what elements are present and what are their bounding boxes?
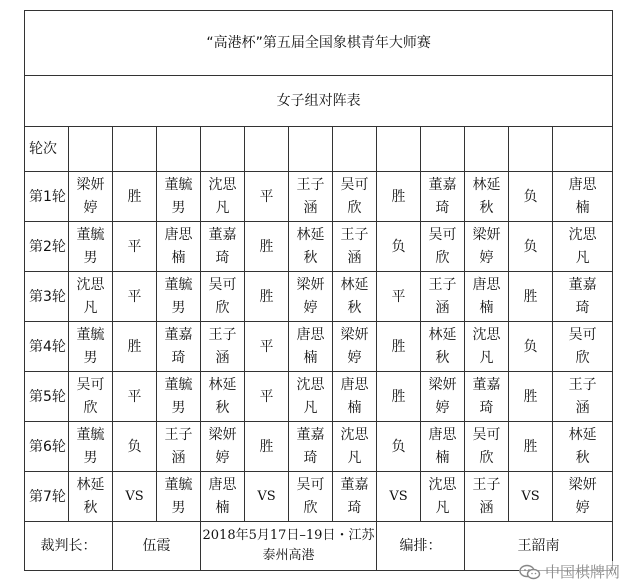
player-cell: [201, 422, 245, 472]
player-name: 吴可欣: [568, 326, 597, 366]
watermark-text: 中国棋牌网: [544, 563, 620, 581]
player-name: 唐思楠: [472, 276, 501, 316]
round-row: [25, 272, 613, 322]
round-row: [25, 322, 613, 372]
header-cell: [201, 127, 245, 172]
player-name: 林延秋: [208, 376, 237, 416]
header-cell: [421, 127, 465, 172]
player-cell: [157, 472, 201, 522]
player-cell: [465, 372, 509, 422]
player-name: 梁妍婷: [296, 276, 325, 316]
result-cell: 胜: [245, 222, 289, 272]
result-cell: 平: [245, 372, 289, 422]
player-cell: [289, 322, 333, 372]
player-cell: [333, 272, 377, 322]
result-cell: 胜: [245, 272, 289, 322]
player-cell: [465, 422, 509, 472]
player-name: 吴可欣: [208, 276, 237, 316]
player-name: 王子涵: [208, 326, 237, 366]
player-cell: [201, 322, 245, 372]
player-cell: [69, 422, 113, 472]
player-name: 唐思楠: [568, 176, 597, 216]
player-cell: [201, 272, 245, 322]
player-cell: [421, 272, 465, 322]
player-cell: [157, 372, 201, 422]
result-cell: 胜: [509, 422, 553, 472]
player-cell: [289, 472, 333, 522]
player-cell: [289, 222, 333, 272]
result-cell: 平: [377, 272, 421, 322]
player-name: 梁妍婷: [472, 226, 501, 266]
player-cell: [421, 222, 465, 272]
round-label: 第6轮: [25, 422, 69, 472]
player-name: 林延秋: [296, 226, 325, 266]
result-cell: 负: [509, 222, 553, 272]
result-cell: 胜: [509, 372, 553, 422]
result-cell: 平: [245, 322, 289, 372]
table-subtitle: 女子组对阵表: [25, 76, 613, 127]
player-cell: [465, 272, 509, 322]
player-cell: [157, 222, 201, 272]
player-cell: [69, 322, 113, 372]
header-cell: [509, 127, 553, 172]
player-cell: [69, 172, 113, 222]
player-name: 梁妍婷: [76, 176, 105, 216]
player-cell: [553, 222, 613, 272]
round-row: [25, 422, 613, 472]
round-row: [25, 372, 613, 422]
player-name: 董嘉琦: [472, 376, 501, 416]
player-cell: [421, 472, 465, 522]
player-cell: [333, 322, 377, 372]
player-cell: [289, 172, 333, 222]
player-cell: [201, 172, 245, 222]
player-cell: [69, 272, 113, 322]
player-cell: [553, 272, 613, 322]
player-name: 吴可欣: [296, 476, 325, 516]
pairing-table: [24, 10, 613, 522]
header-cell: [245, 127, 289, 172]
round-row: [25, 172, 613, 222]
player-name: 王子涵: [568, 376, 597, 416]
player-name: 董嘉琦: [296, 426, 325, 466]
player-name: 沈思凡: [472, 326, 501, 366]
player-cell: [69, 222, 113, 272]
player-name: 唐思楠: [164, 226, 193, 266]
header-cell: [377, 127, 421, 172]
result-cell: 负: [377, 222, 421, 272]
player-cell: [421, 322, 465, 372]
player-cell: [69, 372, 113, 422]
result-cell: 胜: [113, 172, 157, 222]
round-label: 第5轮: [25, 372, 69, 422]
player-cell: [553, 472, 613, 522]
player-name: 王子涵: [164, 426, 193, 466]
player-cell: [553, 172, 613, 222]
player-cell: [289, 372, 333, 422]
player-name: 沈思凡: [208, 176, 237, 216]
result-cell: 负: [509, 322, 553, 372]
player-cell: [333, 222, 377, 272]
player-name: 董毓男: [164, 276, 193, 316]
player-cell: [289, 272, 333, 322]
player-cell: [201, 222, 245, 272]
player-name: 吴可欣: [428, 226, 457, 266]
player-name: 沈思凡: [428, 476, 457, 516]
header-cell: [113, 127, 157, 172]
header-cell: [333, 127, 377, 172]
result-cell: VS: [245, 472, 289, 522]
result-cell: 负: [113, 422, 157, 472]
player-cell: [465, 472, 509, 522]
header-cell: [465, 127, 509, 172]
round-label: 第3轮: [25, 272, 69, 322]
header-cell: [289, 127, 333, 172]
player-cell: [333, 172, 377, 222]
player-cell: [333, 472, 377, 522]
referee-label: 裁判长：: [25, 522, 113, 571]
player-cell: [201, 472, 245, 522]
header-cell: [69, 127, 113, 172]
player-cell: [333, 372, 377, 422]
referee-name: 伍霞: [113, 522, 201, 571]
player-cell: [157, 272, 201, 322]
round-label: 第2轮: [25, 222, 69, 272]
player-name: 吴可欣: [76, 376, 105, 416]
header-cell: [157, 127, 201, 172]
player-name: 沈思凡: [568, 226, 597, 266]
player-name: 林延秋: [472, 176, 501, 216]
player-name: 董毓男: [76, 426, 105, 466]
player-name: 董嘉琦: [568, 276, 597, 316]
round-row: [25, 472, 613, 522]
player-name: 林延秋: [340, 276, 369, 316]
arranger-label: 编排：: [377, 522, 465, 571]
player-name: 王子涵: [296, 176, 325, 216]
player-cell: [421, 372, 465, 422]
result-cell: 平: [113, 372, 157, 422]
result-cell: VS: [509, 472, 553, 522]
round-row: [25, 222, 613, 272]
result-cell: 胜: [113, 322, 157, 372]
player-name: 吴可欣: [472, 426, 501, 466]
round-label: 第7轮: [25, 472, 69, 522]
result-cell: 胜: [377, 322, 421, 372]
arranger-name: 王韶南: [465, 522, 613, 571]
player-name: 唐思楠: [296, 326, 325, 366]
player-name: 董毓男: [164, 176, 193, 216]
player-cell: [465, 222, 509, 272]
player-cell: [553, 372, 613, 422]
player-name: 唐思楠: [340, 376, 369, 416]
player-cell: [421, 172, 465, 222]
player-name: 董嘉琦: [340, 476, 369, 516]
player-cell: [333, 422, 377, 472]
player-cell: [157, 422, 201, 472]
player-cell: [157, 322, 201, 372]
player-cell: [157, 172, 201, 222]
player-name: 沈思凡: [340, 426, 369, 466]
wechat-icon: [519, 564, 541, 580]
player-name: 董嘉琦: [164, 326, 193, 366]
result-cell: VS: [377, 472, 421, 522]
result-cell: 平: [113, 222, 157, 272]
player-name: 林延秋: [76, 476, 105, 516]
result-cell: 平: [245, 172, 289, 222]
result-cell: 平: [113, 272, 157, 322]
round-label: 第1轮: [25, 172, 69, 222]
player-name: 董毓男: [76, 226, 105, 266]
player-cell: [421, 422, 465, 472]
result-cell: VS: [113, 472, 157, 522]
player-name: 梁妍婷: [428, 376, 457, 416]
player-name: 梁妍婷: [208, 426, 237, 466]
result-cell: 胜: [245, 422, 289, 472]
round-header: 轮次: [25, 127, 69, 172]
result-cell: 胜: [377, 372, 421, 422]
player-name: 王子涵: [428, 276, 457, 316]
player-cell: [465, 172, 509, 222]
result-cell: 胜: [377, 172, 421, 222]
player-name: 梁妍婷: [568, 476, 597, 516]
player-name: 董毓男: [76, 326, 105, 366]
player-name: 唐思楠: [208, 476, 237, 516]
watermark: [519, 561, 620, 582]
player-name: 林延秋: [428, 326, 457, 366]
player-name: 沈思凡: [76, 276, 105, 316]
player-cell: [289, 422, 333, 472]
pairing-sheet: [24, 10, 612, 571]
player-name: 林延秋: [568, 426, 597, 466]
header-row: [25, 127, 613, 172]
player-name: 董毓男: [164, 376, 193, 416]
player-name: 王子涵: [340, 226, 369, 266]
player-name: 董毓男: [164, 476, 193, 516]
venue-date: 2018年5月17日–19日・江苏泰州高港: [201, 522, 377, 571]
header-cell: [553, 127, 613, 172]
player-cell: [553, 422, 613, 472]
player-name: 董嘉琦: [428, 176, 457, 216]
player-name: 梁妍婷: [340, 326, 369, 366]
player-name: 王子涵: [472, 476, 501, 516]
player-name: 沈思凡: [296, 376, 325, 416]
result-cell: 胜: [509, 272, 553, 322]
player-cell: [69, 472, 113, 522]
player-cell: [465, 322, 509, 372]
player-name: 唐思楠: [428, 426, 457, 466]
round-label: 第4轮: [25, 322, 69, 372]
player-name: 吴可欣: [340, 176, 369, 216]
result-cell: 负: [509, 172, 553, 222]
player-cell: [553, 322, 613, 372]
table-title: “高港杯”第五届全国象棋青年大师赛: [25, 11, 613, 76]
result-cell: 负: [377, 422, 421, 472]
player-cell: [201, 372, 245, 422]
player-name: 董嘉琦: [208, 226, 237, 266]
